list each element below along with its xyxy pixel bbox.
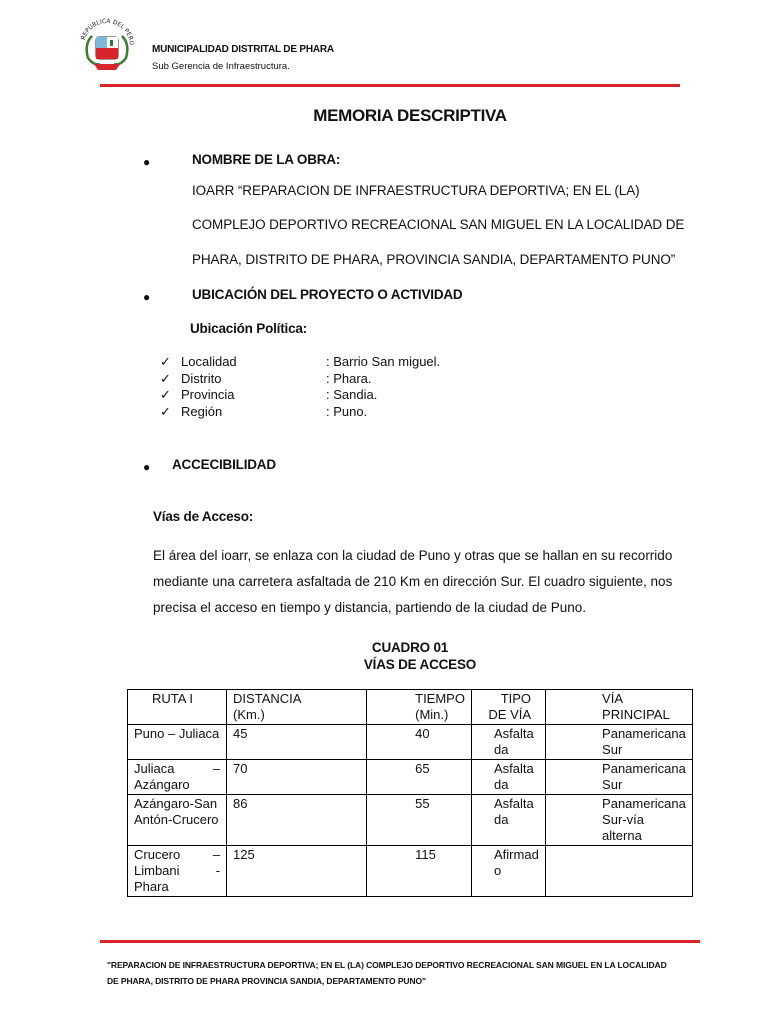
checkmark-icon: ✓ bbox=[160, 354, 171, 369]
bullet-icon: ● bbox=[143, 290, 151, 304]
location-key: Provincia bbox=[181, 387, 235, 402]
table-row bbox=[128, 846, 693, 897]
cell-via: Panamericana Sur-vía alterna bbox=[546, 795, 693, 846]
cell-tiempo: 115 bbox=[367, 846, 472, 897]
nombre-line: COMPLEJO DEPORTIVO RECREACIONAL SAN MIGUEL EN LA LOCALIDAD DE bbox=[192, 217, 685, 232]
checkmark-icon: ✓ bbox=[160, 404, 171, 419]
table-row bbox=[128, 760, 693, 795]
cell-distancia: 70 bbox=[227, 760, 367, 795]
paragraph-line: El área del ioarr, se enlaza con la ciudad de Puno y otras que se hallan en su recorrido bbox=[153, 548, 673, 563]
location-key: Localidad bbox=[181, 354, 237, 369]
location-key: Región bbox=[181, 404, 223, 419]
cell-distancia: 45 bbox=[227, 725, 367, 760]
cell-ruta: Juliaca – Azángaro bbox=[128, 760, 227, 795]
cell-via: Panamericana Sur bbox=[546, 725, 693, 760]
access-routes-table bbox=[127, 689, 693, 897]
checkmark-icon: ✓ bbox=[160, 387, 171, 402]
nombre-line: IOARR “REPARACION DE INFRAESTRUCTURA DEPORTIVA; EN EL (LA) bbox=[192, 183, 640, 198]
cell-tiempo: 65 bbox=[367, 760, 472, 795]
section-heading-accesibilidad: ACCECIBILIDAD bbox=[172, 457, 276, 472]
header-distancia: DISTANCIA (Km.) bbox=[227, 690, 367, 725]
table-caption-title: VÍAS DE ACCESO bbox=[363, 657, 477, 672]
cell-distancia: 86 bbox=[227, 795, 367, 846]
cell-tiempo: 40 bbox=[367, 725, 472, 760]
cell-ruta: Puno – Juliaca bbox=[128, 725, 227, 760]
header-divider bbox=[100, 84, 680, 87]
header-org-name: MUNICIPALIDAD DISTRITAL DE PHARA bbox=[152, 44, 334, 55]
location-key: Distrito bbox=[181, 371, 222, 386]
bullet-icon: ● bbox=[143, 460, 151, 474]
header-tipo: TIPO DE VÍA bbox=[472, 690, 546, 725]
table-row bbox=[128, 795, 693, 846]
header-via-principal: VÍA PRINCIPAL bbox=[546, 690, 693, 725]
seal-text: REPÚBLICA DEL PERÚ bbox=[79, 17, 136, 46]
cell-ruta: Crucero – Limbani - Phara bbox=[128, 846, 227, 897]
coat-of-arms-seal bbox=[76, 14, 138, 76]
cell-via: Panamericana Sur bbox=[546, 760, 693, 795]
cell-tipo: Asfalta da bbox=[472, 760, 546, 795]
footer-line: DE PHARA, DISTRITO DE PHARA PROVINCIA SANDIA, DEPARTAMENTO PUNO" bbox=[107, 976, 426, 986]
subheading-vias-acceso: Vías de Acceso: bbox=[153, 509, 254, 524]
location-value: : Puno. bbox=[326, 404, 368, 419]
paragraph-line: precisa el acceso en tiempo y distancia, partiendo de la ciudad de Puno. bbox=[153, 600, 587, 615]
cell-distancia: 125 bbox=[227, 846, 367, 897]
subheading-ubicacion-politica: Ubicación Política: bbox=[190, 321, 307, 336]
cell-tipo: Asfalta da bbox=[472, 795, 546, 846]
header-tiempo: TIEMPO (Min.) bbox=[367, 690, 472, 725]
cell-via bbox=[546, 846, 693, 897]
location-value: : Sandia. bbox=[326, 387, 378, 402]
table-row bbox=[128, 725, 693, 760]
accesibilidad-paragraph bbox=[153, 543, 673, 621]
cell-ruta: Azángaro-San Antón-Crucero bbox=[128, 795, 227, 846]
location-value: : Barrio San miguel. bbox=[326, 354, 441, 369]
cell-tipo: Afirmad o bbox=[472, 846, 546, 897]
footer-line: "REPARACION DE INFRAESTRUCTURA DEPORTIVA; EN EL (LA) COMPLEJO DEPORTIVO RECREACIONAL SAN MIGUEL EN LA LOCALIDAD bbox=[107, 960, 667, 970]
footer-project-title bbox=[107, 957, 677, 989]
nombre-line: PHARA, DISTRITO DE PHARA, PROVINCIA SANDIA, DEPARTAMENTO PUNO” bbox=[192, 252, 676, 267]
paragraph-line: mediante una carretera asfaltada de 210 Km en dirección Sur. El cuadro siguiente, nos bbox=[153, 574, 673, 589]
footer-divider bbox=[100, 940, 700, 943]
bullet-icon: ● bbox=[143, 155, 151, 169]
cell-tipo: Asfalta da bbox=[472, 725, 546, 760]
page-title: MEMORIA DESCRIPTIVA bbox=[313, 106, 507, 125]
location-value: : Phara. bbox=[326, 371, 372, 386]
table-header-row bbox=[128, 690, 693, 725]
table-caption-number: CUADRO 01 bbox=[371, 640, 449, 655]
header-ruta: RUTA I bbox=[128, 690, 227, 725]
header-subdivision: Sub Gerencia de Infraestructura. bbox=[152, 61, 290, 72]
section-heading-ubicacion: UBICACIÓN DEL PROYECTO O ACTIVIDAD bbox=[192, 287, 463, 302]
checkmark-icon: ✓ bbox=[160, 371, 171, 386]
section-heading-nombre: NOMBRE DE LA OBRA: bbox=[192, 152, 341, 167]
cell-tiempo: 55 bbox=[367, 795, 472, 846]
